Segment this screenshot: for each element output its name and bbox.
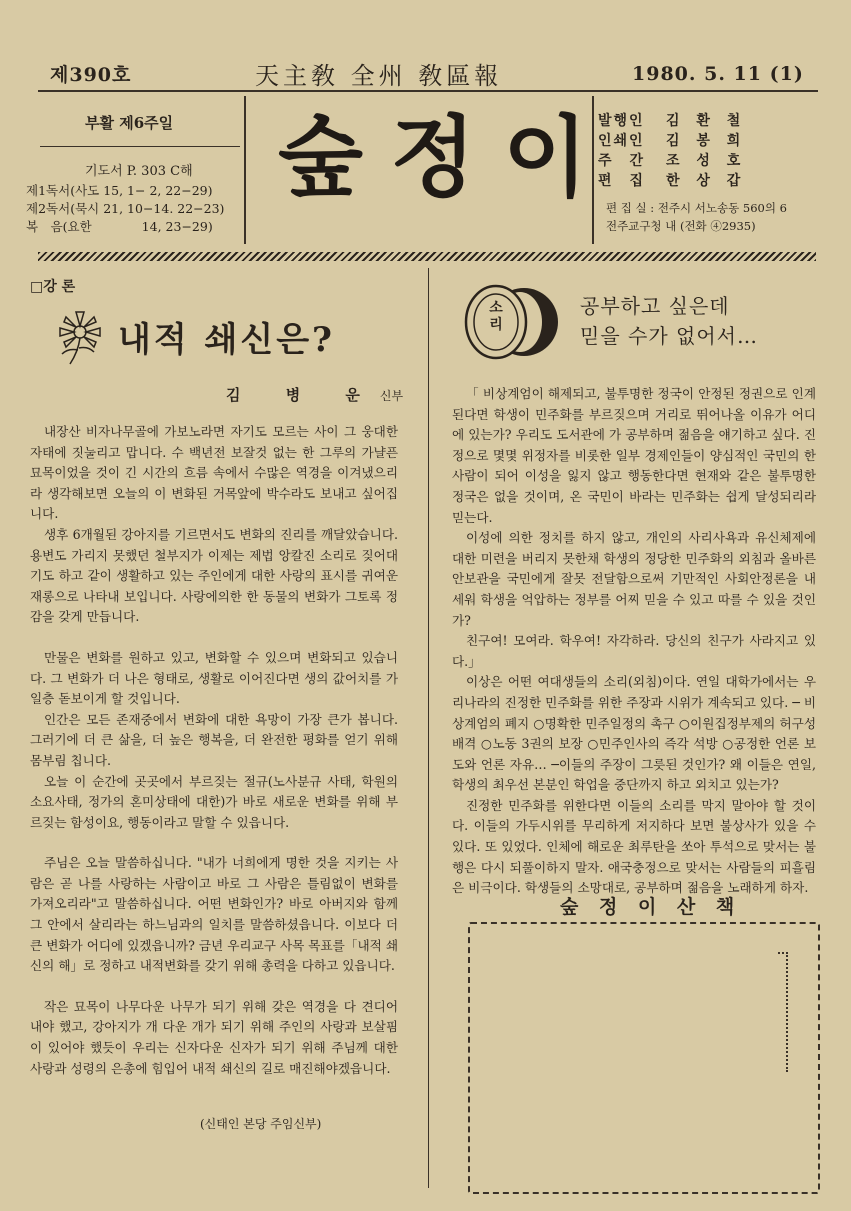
reading-2: 제2독서(묵시 21, 10−14. 22−23) xyxy=(26,201,225,216)
sori-badge-label: 소리 xyxy=(489,300,503,333)
section-label: □강 론 xyxy=(30,279,76,295)
masthead-title: 숲 정 이 xyxy=(278,106,590,209)
reading-3: 복 음(요한 14, 23−29) xyxy=(26,219,213,234)
flower-icon xyxy=(48,304,112,368)
column-title-line2: 믿을 수가 없어서… xyxy=(580,324,758,348)
paper-name: 天主敎 全州 敎區報 xyxy=(255,62,503,90)
issue-date: 1980. 5. 11 (1) xyxy=(632,63,804,85)
staff-publisher: 발행인 김 환 철 xyxy=(598,113,747,129)
prayer-reference: 기도서 P. 303 C해 xyxy=(85,164,193,179)
header-rule xyxy=(38,90,818,92)
staff-printer: 인쇄인 김 봉 희 xyxy=(598,133,747,149)
sori-badge-icon xyxy=(452,282,562,362)
staff-editor: 편 집 한 상 갑 xyxy=(598,173,747,189)
walk-section-title: 숲 정 이 산 책 xyxy=(560,896,742,918)
staff-chief-editor: 주 간 조 성 호 xyxy=(598,153,747,169)
issue-number: 제390호 xyxy=(50,64,132,86)
staff-box-divider xyxy=(592,96,594,244)
liturgy-divider xyxy=(40,146,240,147)
column-divider xyxy=(428,268,429,1188)
column-body: 「 비상계엄이 해제되고, 불투명한 정국이 안정된 정권으로 인계된다면 학생이 민주화를 부르짖으며 거리로 뛰어나올 이유가 어디에 있는가? 우리도 도서관에 가 공부하며 젊음을 얘기하고 싶다. 진정으로 몇몇 위정자를 비롯한 일부 경제인들이 양심적인 국민의 한 사람이 되어 이성을 잃지 않고 행동한다면 현재와 같은 불투명한 정국은 없을 것이며, 온 국민이 바라는 민주화는 쉽게 달성되리라 믿는다. 이성에 의한 정치를 하지 않고, 개인의 사리사욕과 유신체제에 대한 미련을 버리지 못한채 학생의 정당한 민주화의 외침과 올바른 안보관을 국민에게 잘못 전달함으로써 기만적인 사회안정론을 내세워 학생을 억압하는 정부를 어찌 믿을 수 있고 따를 수 있을 것인가? 친구여! 모여라. 학우여! 자각하라. 당신의 친구가 사라지고 있다.」 이상은 어떤 여대생들의 소리(외침)이다. 연일 대학가에서는 우리나라의 진정한 민주화를 위한 주장과 시위가 계속되고 있다. ─ 비상계엄의 폐지 ○명확한 민주일정의 촉구 ○이원집정부제의 허구성 배격 ○노동 3권의 보장 ○민주인사의 즉각 석방 ○공정한 언론 보도와 언론 자유… ─이들의 주장이 그릇된 것인가? 왜 이들은 연일, 학생의 최우선 본분인 학업을 중단까지 하고 외치고 있는가? 진정한 민주화를 위한다면 이들의 소리를 막지 말아야 할 것이다. 이들의 가두시위를 무리하게 저지하다 보면 불상사가 있을 수 있다. 또 있었다. 인체에 해로운 최루탄을 쏘아 투석으로 맞서는 불행은 다시 되풀이하지 말자. 애국충정으로 맞서는 사람들의 피흘림은 비극이다. 학생들의 소망대로, 공부하며 젊음을 노래하게 하자. xyxy=(452,386,816,896)
reading-1: 제1독서(사도 15, 1− 2, 22−29) xyxy=(26,183,213,198)
hatched-divider-band xyxy=(38,252,816,261)
column-title-line1: 공부하고 싶은데 xyxy=(580,294,730,318)
editorial-title: 내적 쇄신은? xyxy=(118,320,335,360)
editorial-body: 내장산 비자나무골에 가보노라면 자기도 모르는 사이 그 웅대한 자태에 짓눌리고 맙니다. 수 백년전 보잘것 없는 한 그루의 가냘픈 묘목이었을 것이 긴 시간의 흐름 속에서 수많은 역경을 이겨냈으리라 생각해보면 오늘의 이 변화된 거목앞에 박수라도 보내고 싶어집니다. 생후 6개월된 강아지를 기르면서도 변화의 진리를 깨달았습니다. 용변도 가리지 못했던 철부지가 이제는 제법 앙칼진 소리로 짖어대기도 하고 같이 생활하고 있는 주인에게 대한 사랑의 표시를 귀여운 재롱으로 나타내 보입니다. 사랑에의한 한 동물의 변화가 그토록 정감을 갖게 만듭니다. 만물은 변화를 원하고 있고, 변화할 수 있으며 변화되고 있습니다. 그 변화가 더 나은 형태로, 생활로 이어진다면 생의 값어치를 가일층 돋보이게 할 것입니다. 인간은 모든 존재중에서 변화에 대한 욕망이 가장 큰가 봅니다. 그러기에 더 큰 삶을, 더 높은 행복을, 더 완전한 평화를 얻기 위해 몸부림 칩니다. 오늘 이 순간에 곳곳에서 부르짖는 절규(노사분규 사태, 학원의 소요사태, 정가의 혼미상태에 대한)가 바로 새로운 변화를 위해 부르짖는 함성이요, 행동이라고 말할 수 있읍니다. 주님은 오늘 말씀하십니다. "내가 너희에게 명한 것을 지키는 사람은 곧 나를 사랑하는 사람이고 바로 그 사람은 틀림없이 변화를 가져오리라"고 말씀하십니다. 어떤 변화인가? 바로 아버지와 함께 그 안에서 살리라는 하느님과의 일치를 말씀하셨읍니다. 이보다 더 큰 변화가 어디에 있겠읍니까? 금년 우리교구 사목 목표를「내적 쇄신의 해」로 정하고 내적변화를 갖기 위해 총력을 다하고 있읍니다. 작은 묘목이 나무다운 나무가 되기 위해 갖은 역경을 다 견디어 내야 했고, 강아지가 개 다운 개가 되기 위해 주인의 사랑과 보살핌이 있어야 했듯이 우리는 신자다운 신자가 되기 위해 주님께 대한 사랑과 성령의 은총에 힘입어 내적 쇄신의 길로 매진해야겠읍니다. xyxy=(30,424,398,1076)
editorial-address: 편 집 실 : 전주시 서노송동 560의 6 xyxy=(606,201,787,215)
liturgical-week: 부활 제6주일 xyxy=(85,114,174,132)
editorial-author: 김 병 운신부 xyxy=(226,386,404,404)
liturgy-box-divider xyxy=(244,96,246,244)
walk-section-box xyxy=(468,922,820,1194)
walk-box-ornament xyxy=(786,952,789,1072)
editorial-signature: (신태인 본당 주임신부) xyxy=(200,1117,322,1131)
editorial-phone: 전주교구청 내 (전화 ④2935) xyxy=(606,219,756,233)
